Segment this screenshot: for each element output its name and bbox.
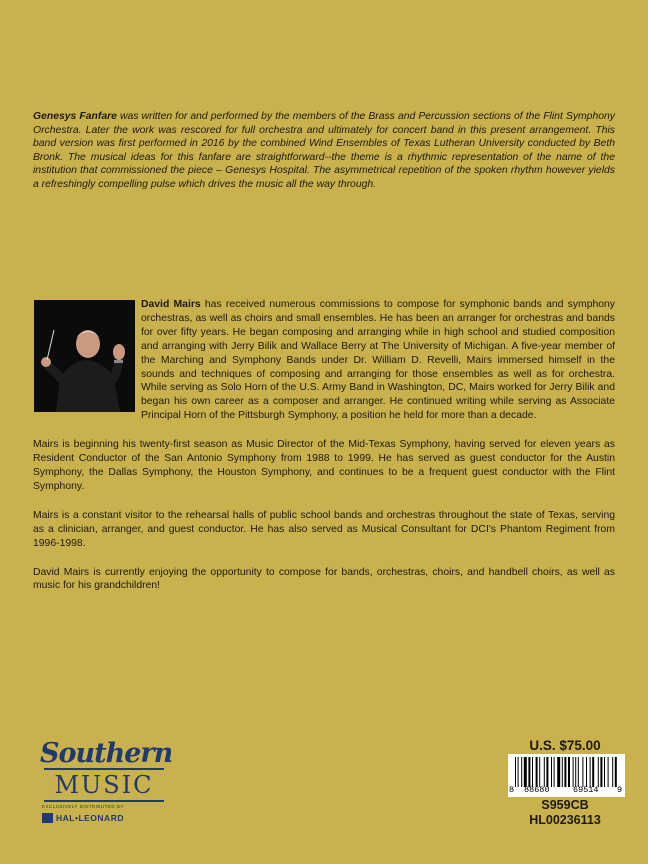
- bio-p1-text: has received numerous commissions to compose for symphonic bands and symphony orchestras, as well as choirs and small ensembles. He has been an arranger for orchestras and bands for over fifty years. He began composing and arranging while in high school and studied composition and arranging with Jerry Bilik and Wallace Berry at The University of Michigan. A five-year member of the Marching and Symphony Bands under Dr. William D. Revelli, Mairs immersed himself in the sounds and techniques of composing and arranging for those ensembles as well as for orchestra. While serving as Solo Horn of the U.S. Army Band in Washington, DC, Mairs worked for Jerry Bilik and began his own career as a composer and arranger. He continued writing while serving as Associate Principal Horn of the Pittsburgh Symphony, a position he held for more than a decade.: [141, 299, 616, 422]
- bio-paragraph-3: Mairs is a constant visitor to the rehearsal halls of public school bands and orchestras throughout the state of Texas, serving as a clinician, arranger, and guest conductor. He has also served as Musical Consultant for DCI's Phantom Regiment from 1996-1998.: [33, 509, 615, 549]
- logo-music-word: MUSIC: [54, 771, 154, 799]
- hl-code: HL00236113: [529, 813, 601, 827]
- program-note: [33, 110, 615, 192]
- logo-music-box: [44, 768, 164, 802]
- bio-paragraph-2: Mairs is beginning his twenty-first season as Music Director of the Mid-Texas Symphony, having served for eleven years as Resident Conductor of the San Antonio Symphony from 1988 to 1999. He has served as guest conductor for the Austin Symphony, the Dallas Symphony, the Houston Symphony, and continues to be a frequent guest conductor with the Flint Symphony.: [33, 439, 615, 492]
- bio-paragraph-4: David Mairs is currently enjoying the opportunity to compose for bands, orchestras, choirs, and handbell choirs, as well as music for his grandchildren!: [33, 566, 615, 592]
- barcode-digits-right: 69514: [573, 785, 599, 795]
- composer-bio: [33, 298, 615, 608]
- barcode: [508, 754, 625, 797]
- barcode-digit-check: 9: [617, 785, 623, 795]
- logo-script: Southern: [40, 738, 173, 769]
- program-note-text: was written for and performed by the members of the Brass and Percussion sections of the Flint Symphony Orchestra. Later the work was rescored for full orchestra and ultimately for concert band in this present arrangement. This band version was first performed in 2016 by the combined Wind Ensembles of Texas Lutheran University conducted by Beth Bronk. The musical ideas for this fanfare are straightforward--the theme is a rhythmic representation of the name of the institution that commissioned the piece – Genesys Hospital. The asymmetrical repetition of the spoken rhythm however yields a refreshingly compelling pulse which drives the music all the way through.: [33, 111, 615, 190]
- hal-leonard-text: HAL•LEONARD: [56, 812, 124, 823]
- distributed-by-text: EXCLUSIVELY DISTRIBUTED BY: [42, 804, 124, 809]
- program-note-title: Genesys Fanfare: [33, 111, 117, 122]
- hal-leonard-logo: [42, 812, 124, 823]
- catalog-code: S959CB: [541, 798, 589, 812]
- bio-name: David Mairs: [141, 299, 201, 310]
- barcode-digit-lead: 8: [509, 785, 515, 795]
- barcode-digits-left: 88680: [524, 785, 550, 795]
- barcode-digits: [508, 785, 625, 796]
- barcode-bars: [515, 757, 618, 787]
- hal-leonard-icon: [42, 813, 53, 823]
- price: U.S. $75.00: [529, 738, 601, 753]
- bio-paragraph-1: [33, 298, 615, 423]
- southern-music-logo: [38, 738, 173, 824]
